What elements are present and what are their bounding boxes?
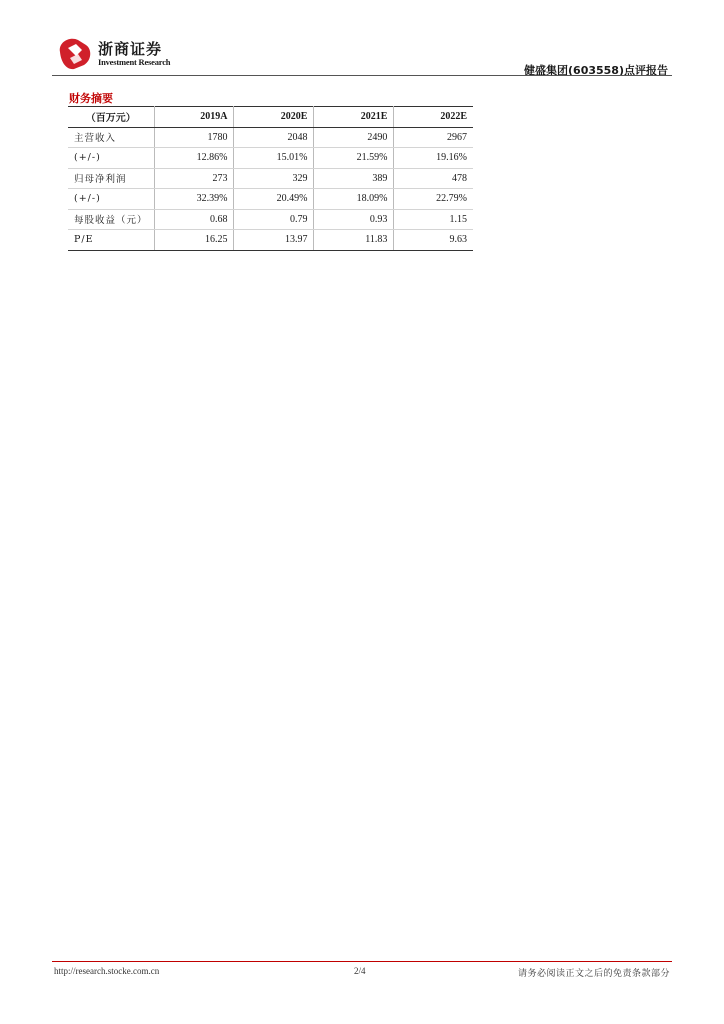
table-cell: 2490	[314, 127, 394, 148]
table-cell: 1780	[154, 127, 234, 148]
table-cell: 1.15	[394, 209, 473, 230]
table-header-cell: 2022E	[394, 107, 473, 128]
table-header-cell: 2021E	[314, 107, 394, 128]
table-cell: 273	[154, 168, 234, 189]
table-cell: 2967	[394, 127, 473, 148]
table-cell: 21.59%	[314, 148, 394, 169]
row-label: (+/-)	[68, 148, 154, 169]
footer-divider	[52, 961, 672, 962]
table-cell: 0.68	[154, 209, 234, 230]
table-cell: 22.79%	[394, 189, 473, 210]
table-cell: 2048	[234, 127, 314, 148]
table-row	[68, 127, 473, 148]
table-header-row	[68, 107, 473, 128]
header-divider	[52, 75, 672, 76]
table-cell: 13.97	[234, 230, 314, 251]
report-title: 健盛集团(603558)点评报告	[524, 64, 668, 77]
table-header-cell: （百万元）	[68, 107, 154, 128]
table-cell: 20.49%	[234, 189, 314, 210]
table-cell: 389	[314, 168, 394, 189]
table-header-cell: 2020E	[234, 107, 314, 128]
row-label: P/E	[68, 230, 154, 251]
page-number: 2/4	[354, 966, 366, 976]
table-cell: 478	[394, 168, 473, 189]
table-cell: 16.25	[154, 230, 234, 251]
table-cell: 0.79	[234, 209, 314, 230]
table-cell: 329	[234, 168, 314, 189]
financial-summary-table	[68, 106, 473, 251]
table-cell: 32.39%	[154, 189, 234, 210]
footer-url-link[interactable]: http://research.stocke.com.cn	[54, 966, 160, 976]
row-label: 主营收入	[68, 127, 154, 148]
table-cell: 18.09%	[314, 189, 394, 210]
section-title: 财务摘要	[69, 92, 113, 105]
table-cell: 19.16%	[394, 148, 473, 169]
table-row	[68, 230, 473, 251]
table-row	[68, 209, 473, 230]
table-cell: 11.83	[314, 230, 394, 251]
row-label: (+/-)	[68, 189, 154, 210]
brand-name-cn: 浙商证券	[98, 40, 163, 58]
row-label: 归母净利润	[68, 168, 154, 189]
row-label: 每股收益（元）	[68, 209, 154, 230]
table-row	[68, 168, 473, 189]
table-row	[68, 148, 473, 169]
table-cell: 9.63	[394, 230, 473, 251]
table-cell: 15.01%	[234, 148, 314, 169]
logo-mark-icon	[56, 36, 94, 70]
table-cell: 0.93	[314, 209, 394, 230]
footer-disclaimer: 请务必阅读正文之后的免责条款部分	[517, 969, 670, 979]
brand-name-en: Investment Research	[98, 57, 171, 67]
table-header-cell: 2019A	[154, 107, 234, 128]
table-row	[68, 189, 473, 210]
table-cell: 12.86%	[154, 148, 234, 169]
company-logo	[56, 36, 176, 72]
